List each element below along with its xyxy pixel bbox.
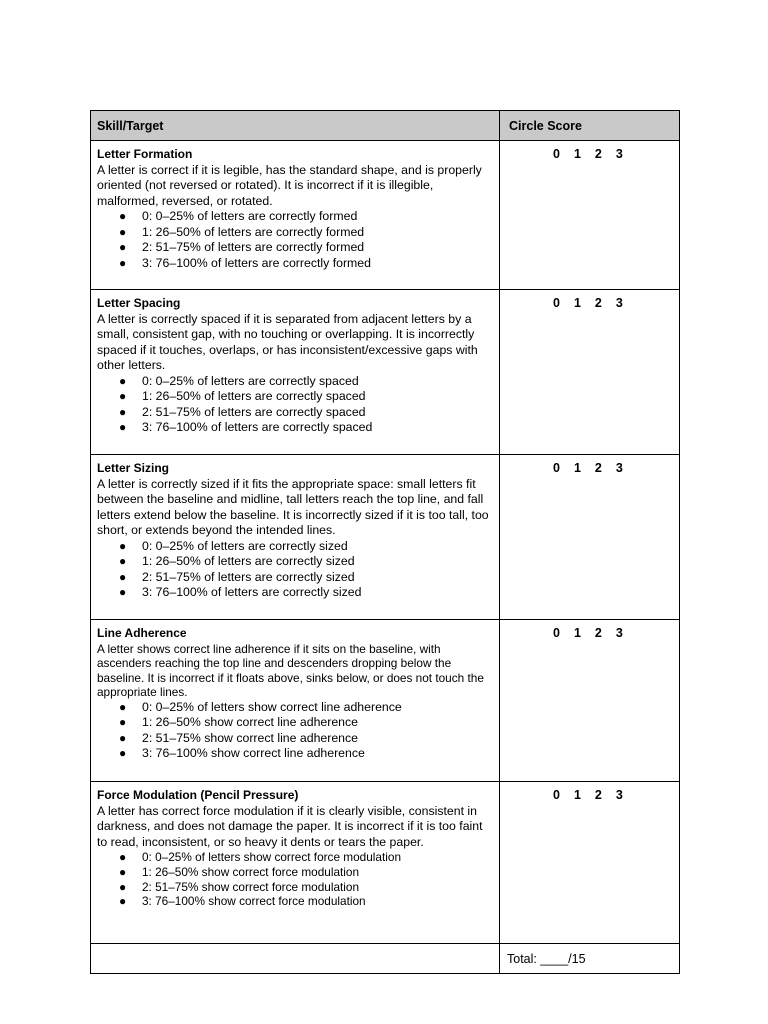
bullet-icon: ● [119,538,127,553]
score-option-1[interactable]: 1 [573,626,581,640]
score-level-text: 0: 0–25% of letters are correctly sized [142,538,348,553]
rubric-row-force-modulation [91,782,680,944]
score-option-2[interactable]: 2 [594,626,602,640]
bullet-icon: ● [119,554,127,568]
skill-target-header: Skill/Target [91,111,500,141]
rubric-row-letter-sizing [91,455,680,620]
score-level-item [97,865,493,880]
skill-title: Letter Formation [97,147,193,161]
score-level-item [97,894,493,909]
rubric-row-line-adherence [91,620,680,782]
score-level-text: 1: 26–50% show correct line adherence [142,715,359,730]
skill-title: Line Adherence [97,626,187,640]
score-level-list [97,850,493,909]
score-cell [500,620,680,782]
bullet-icon: ● [119,699,127,714]
score-option-0[interactable]: 0 [553,296,560,310]
score-option-2[interactable]: 2 [594,147,602,161]
bullet-icon: ● [119,715,127,730]
score-level-text: 3: 76–100% of letters are correctly formed [142,255,371,270]
score-level-text: 0: 0–25% of letters are correctly spaced [142,373,359,388]
score-level-item [97,715,493,731]
score-level-item [97,374,493,390]
score-option-3[interactable]: 3 [615,626,623,640]
score-level-text: 2: 51–75% show correct force modulation [142,879,360,894]
skill-cell [91,782,500,944]
score-level-text: 2: 51–75% show correct line adherence [142,730,359,745]
score-level-item [97,570,493,586]
skill-description: A letter is correct if it is legible, has the standard shape, and is properly oriented (not reversed or rotated). It is incorrect if it is illegible, malformed, reversed, or rotated. [97,162,482,208]
score-level-list [97,209,493,271]
score-level-text: 0: 0–25% of letters show correct force modulation [142,850,402,864]
skill-title: Force Modulation (Pencil Pressure) [97,788,299,802]
score-level-list [97,539,493,601]
score-level-item [97,700,493,716]
score-option-0[interactable]: 0 [553,788,560,802]
score-cell [500,455,680,620]
score-level-item [97,225,493,241]
score-level-text: 3: 76–100% of letters are correctly spaced [142,420,373,434]
score-level-text: 3: 76–100% show correct force modulation [142,894,366,909]
score-option-0[interactable]: 0 [553,626,560,640]
score-option-0[interactable]: 0 [553,461,560,475]
skill-description: A letter has correct force modulation if it is clearly visible, consistent in darkness, and does not damage the paper. It is incorrect if it is too faint to read, inconsistent, or so heavy it dents or tears the paper. [97,803,483,849]
skill-description: A letter shows correct line adherence if it sits on the baseline, with ascenders reaching the top line and descenders dropping below the baseline. It is incorrect if it floats above, sinks below, or does not touch the appropriate lines. [97,641,484,700]
score-option-0[interactable]: 0 [553,147,560,161]
bullet-icon: ● [119,209,127,223]
score-option-1[interactable]: 1 [573,147,581,161]
score-level-text: 3: 76–100% show correct line adherence [142,746,365,761]
score-level-text: 1: 26–50% of letters are correctly formed [142,224,365,239]
score-level-text: 1: 26–50% of letters are correctly spaced [142,389,366,403]
score-level-item [97,731,493,747]
score-cell [500,141,680,290]
skill-description: A letter is correctly sized if it fits the appropriate space: small letters fit between the baseline and midline, tall letters reach the top line, and fall letters extend below the baseline. It is incorrectly sized if it is too tall, too short, or extends beyond the intended lines. [97,476,489,537]
score-option-2[interactable]: 2 [594,296,602,310]
score-level-text: 1: 26–50% show correct force modulation [142,864,360,879]
skill-cell [91,455,500,620]
score-level-text: 2: 51–75% of letters are correctly spaced [142,404,366,419]
score-level-item [97,850,493,865]
bullet-icon: ● [119,864,127,879]
score-options [500,296,679,310]
score-level-text: 0: 0–25% of letters show correct line adherence [142,699,402,714]
rubric-table [90,110,680,974]
score-options [500,788,679,802]
bullet-icon: ● [119,420,127,434]
score-option-2[interactable]: 2 [594,461,602,475]
score-level-item [97,389,493,405]
score-level-list [97,700,493,762]
score-option-2[interactable]: 2 [594,788,602,802]
skill-cell [91,141,500,290]
skill-cell [91,620,500,782]
rubric-row-letter-spacing [91,290,680,455]
bullet-icon: ● [119,585,127,599]
score-options [500,461,679,475]
score-option-3[interactable]: 3 [615,788,623,802]
score-level-item [97,256,493,272]
score-cell [500,782,680,944]
score-options [500,147,679,161]
score-option-1[interactable]: 1 [573,296,581,310]
bullet-icon: ● [119,850,127,864]
skill-description: A letter is correctly spaced if it is separated from adjacent letters by a small, consistent gap, with no touching or overlapping. It is incorrectly spaced if it touches, overlaps, or has inconsistent/excessive gaps with other letters. [97,311,478,372]
score-level-text: 2: 51–75% of letters are correctly sized [142,569,355,584]
score-level-item [97,746,493,762]
score-option-3[interactable]: 3 [615,461,623,475]
circle-score-header: Circle Score [500,111,680,141]
score-level-item [97,539,493,555]
score-level-item [97,209,493,225]
bullet-icon: ● [119,730,127,745]
skill-cell [91,290,500,455]
bullet-icon: ● [119,240,127,254]
score-level-text: 0: 0–25% of letters are correctly formed [142,209,358,223]
skill-title: Letter Sizing [97,461,170,475]
score-option-3[interactable]: 3 [615,296,623,310]
total-row [91,944,680,974]
table-header-row [91,111,680,141]
score-level-list [97,374,493,436]
bullet-icon: ● [119,255,127,270]
score-option-1[interactable]: 1 [573,788,581,802]
score-cell [500,290,680,455]
score-level-text: 3: 76–100% of letters are correctly sized [142,585,362,599]
score-level-item [97,880,493,895]
score-option-1[interactable]: 1 [573,461,581,475]
skill-title: Letter Spacing [97,296,181,310]
bullet-icon: ● [119,389,127,403]
rubric-row-letter-formation [91,141,680,290]
score-level-item [97,420,493,436]
score-level-text: 1: 26–50% of letters are correctly sized [142,554,355,568]
bullet-icon: ● [119,224,127,239]
score-option-3[interactable]: 3 [615,147,623,161]
bullet-icon: ● [119,569,127,584]
score-level-item [97,405,493,421]
total-score-field[interactable]: Total: ____/15 [500,944,680,974]
score-level-item [97,240,493,256]
score-level-item [97,585,493,601]
total-empty-cell [91,944,500,974]
score-level-text: 2: 51–75% of letters are correctly formed [142,240,365,254]
bullet-icon: ● [119,894,127,909]
score-level-item [97,554,493,570]
bullet-icon: ● [119,404,127,419]
bullet-icon: ● [119,879,127,894]
bullet-icon: ● [119,373,127,388]
score-options [500,626,679,640]
bullet-icon: ● [119,746,127,761]
